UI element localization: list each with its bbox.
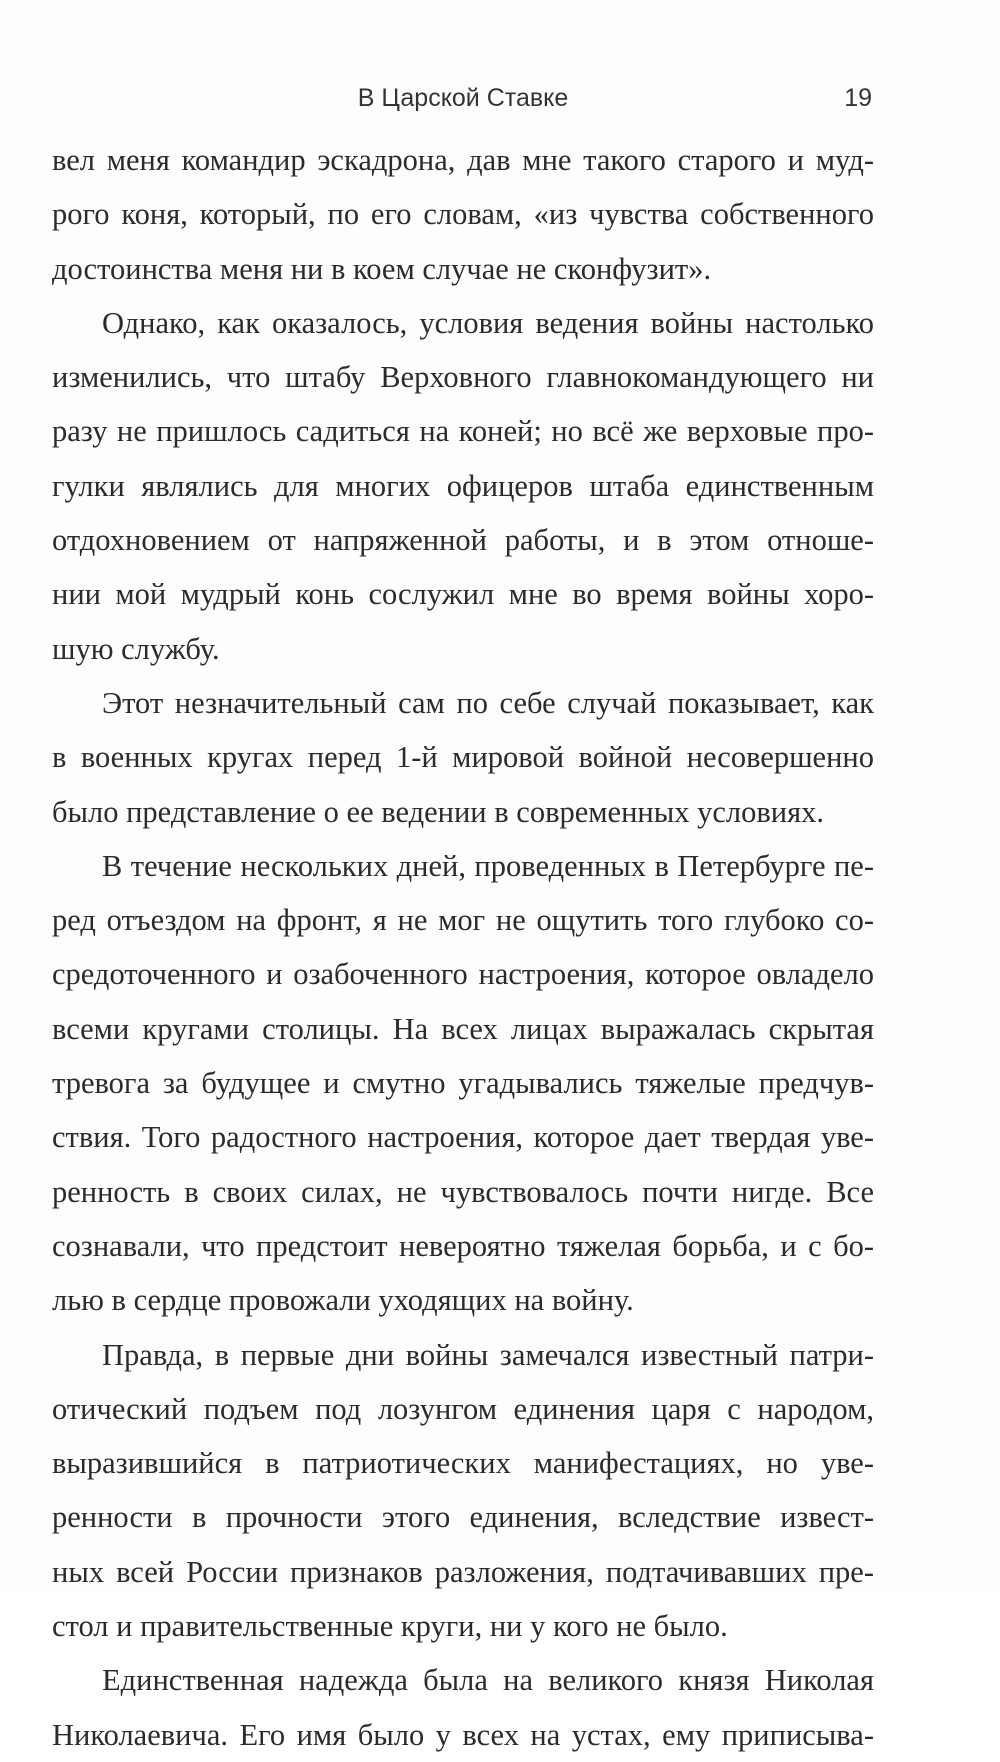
text-line: тревога за будущее и смутно угадывались тяжелые предчув- [52, 1066, 874, 1101]
text-line: рого коня, который, по его словам, «из чувства собственного [52, 197, 874, 232]
text-line: средоточенного и озабоченного настроения, которое овладело [52, 957, 874, 992]
text-line: было представление о ее ведении в современных условиях. [52, 794, 824, 829]
text-line: разу не пришлось садиться на коней; но всё же верховые про- [52, 414, 874, 449]
text-line: стол и правительственные круги, ни у кого не было. [52, 1609, 728, 1644]
text-line: вел меня командир эскадрона, дав мне такого старого и муд- [52, 143, 874, 177]
text-line: в военных кругах перед 1-й мировой войной несовершенно [52, 740, 874, 775]
body-text [52, 133, 874, 1762]
text-line: ствия. Того радостного настроения, которое дает твердая уве- [52, 1120, 874, 1155]
text-line: сознавали, что предстоит невероятно тяжелая борьба, и с бо- [52, 1228, 874, 1263]
text-line: отдохновением от напряженной работы, и в этом отноше- [52, 523, 874, 558]
text-line: ренности в прочности этого единения, вследствие извест- [52, 1500, 874, 1535]
text-line: Этот незначительный сам по себе случай показывает, как [102, 685, 874, 720]
text-line: Правда, в первые дни войны замечался известный патри- [102, 1337, 874, 1372]
text-line: Однако, как оказалось, условия ведения войны настолько [102, 305, 874, 340]
text-line: ренность в своих силах, не чувствовалось почти нигде. Все [52, 1174, 874, 1209]
running-title: В Царской Ставке [357, 84, 569, 112]
text-line: шую службу. [52, 631, 220, 666]
text-line: отический подъем под лозунгом единения царя с народом, [52, 1391, 874, 1426]
text-line: ных всей России признаков разложения, подтачивавших пре- [52, 1554, 874, 1589]
text-line: В течение нескольких дней, проведенных в Петербурге пе- [102, 848, 874, 883]
text-line: Николаевича. Его имя было у всех на устах, ему приписыва- [52, 1717, 874, 1752]
text-line: изменились, что штабу Верховного главнокомандующего ни [52, 360, 874, 395]
text-line: ред отъездом на фронт, я не мог не ощутить того глубоко со- [52, 903, 874, 938]
text-line: Единственная надежда была на великого князя Николая [102, 1663, 874, 1698]
text-line: лью в сердце провожали уходящих на войну. [52, 1283, 634, 1318]
text-line: нии мой мудрый конь сослужил мне во время войны хоро- [52, 577, 874, 612]
running-head [52, 80, 874, 120]
page-number: 19 [844, 84, 872, 112]
text-line: всеми кругами столицы. На всех лицах выражалась скрытая [52, 1011, 874, 1046]
text-line: выразившийся в патриотических манифестациях, но уве- [52, 1446, 874, 1481]
text-line: достоинства меня ни в коем случае не сконфузит». [52, 251, 712, 286]
text-line: гулки являлись для многих офицеров штаба единственным [52, 468, 874, 503]
